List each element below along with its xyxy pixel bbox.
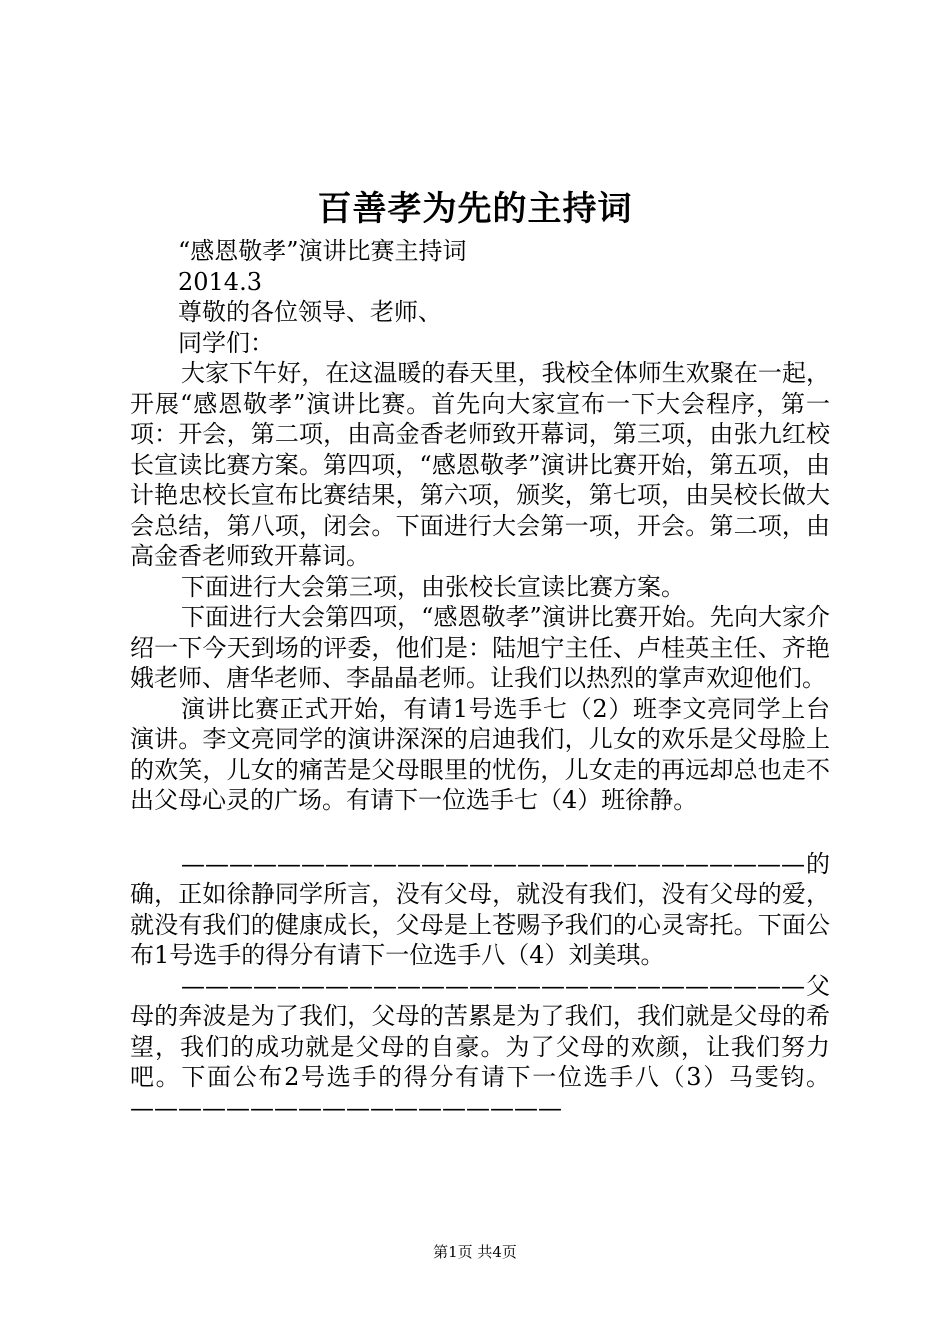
salutation-line-2: 同学们： <box>178 328 274 357</box>
salutation-line-1: 尊敬的各位领导、老师、 <box>178 298 442 326</box>
paragraph: ——————————————————————————父母的奔波是为了我们，父母的苦累是为了我们，我们就是父母的希望，我们的成功就是父母的自豪。为了父母的欢颜，让我们努力吧。下面公布2号选手的得分有请下一位选手八（3）马雯钧。—————————————————— <box>130 971 830 1122</box>
paragraph: 大家下午好，在这温暖的春天里，我校全体师生欢聚在一起，开展“感恩敬孝”演讲比赛。首先向大家宣布一下大会程序，第一项：开会，第二项，由高金香老师致开幕词，第三项，由张九红校长宣读比赛方案。第四项，“感恩敬孝”演讲比赛开始，第五项，由计艳忠校长宣布比赛结果，第六项，颁奖，第七项，由吴校长做大会总结，第八项，闭会。下面进行大会第一项，开会。第二项，由高金香老师致开幕词。 <box>130 359 830 570</box>
document-body <box>130 236 830 1123</box>
paragraph: 下面进行大会第三项，由张校长宣读比赛方案。 <box>181 572 685 601</box>
page-footer: 第1页 共4页 <box>433 1243 517 1261</box>
paragraph-spacer <box>130 816 830 849</box>
paragraph: ——————————————————————————的确，正如徐静同学所言，没有父母，就没有我们，没有父母的爱，就没有我们的健康成长，父母是上苍赐予我们的心灵寄托。下面公布1号选手的得分有请下一位选手八（4）刘美琪。 <box>130 849 830 969</box>
paragraph: 下面进行大会第四项，“感恩敬孝”演讲比赛开始。先向大家介绍一下今天到场的评委，他们是：陆旭宁主任、卢桂英主任、齐艳娥老师、唐华老师、李晶晶老师。让我们以热烈的掌声欢迎他们。 <box>130 603 830 692</box>
document-subtitle: “感恩敬孝”演讲比赛主持词 <box>178 237 467 265</box>
document-date: 2014.3 <box>178 267 262 296</box>
paragraph: 演讲比赛正式开始，有请1号选手七（2）班李文亮同学上台演讲。李文亮同学的演讲深深的启迪我们，儿女的欢乐是父母脸上的欢笑，儿女的痛苦是父母眼里的忧伤，儿女走的再远却总也走不出父母心灵的广场。有请下一位选手七（4）班徐静。 <box>130 694 830 814</box>
document-title: 百善孝为先的主持词 <box>317 189 633 229</box>
